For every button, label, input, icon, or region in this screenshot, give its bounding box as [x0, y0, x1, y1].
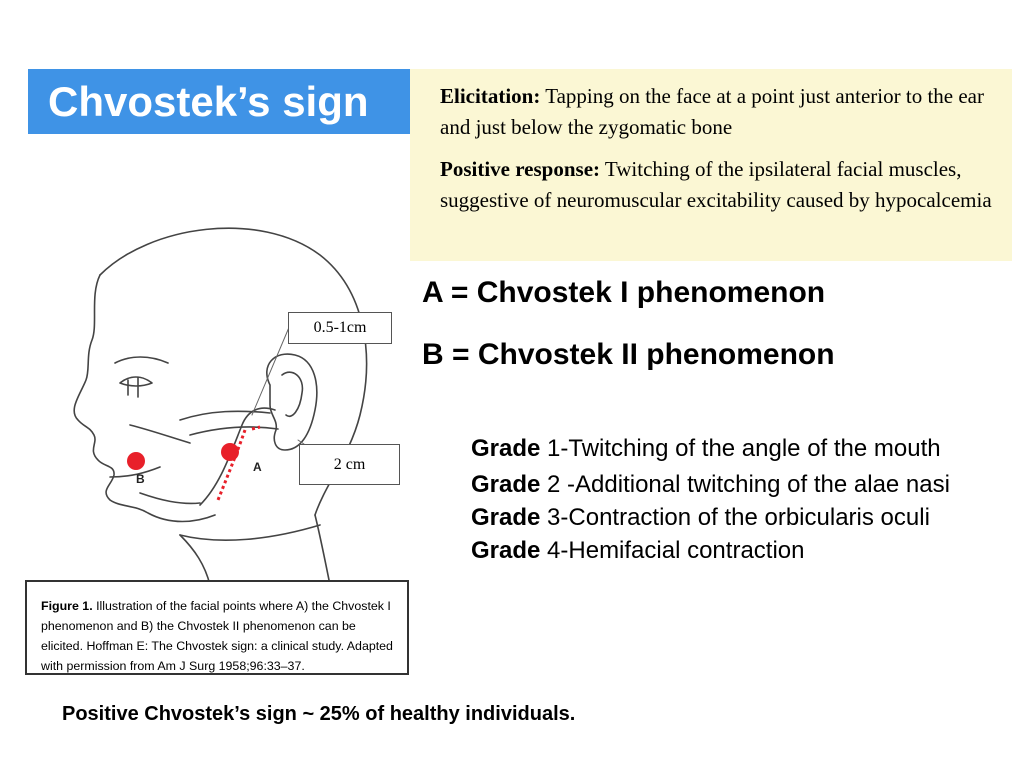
footer-note: Positive Chvostek’s sign ~ 25% of healthy individuals. — [62, 703, 576, 725]
grade-label: Grade — [471, 471, 541, 498]
phenomenon-a: A = Chvostek I phenomenon — [422, 276, 826, 309]
caption-label: Figure 1. — [41, 599, 93, 613]
eye — [120, 377, 152, 386]
figure-caption — [25, 580, 409, 675]
definition-box — [410, 69, 1012, 261]
grade-item-1 — [471, 432, 991, 465]
chvostek-a-dashed-line — [218, 430, 245, 500]
positive-response-paragraph — [440, 154, 992, 216]
elicitation-label: Elicitation: — [440, 84, 541, 108]
caption-text: Illustration of the facial points where A) the Chvostek I phenomenon and B) the Chvostek II phenomenon can be elicited. Hoffman E: The Chvostek sign: a clinical study. Adapted with permission from Am J Surg 1958;96:33–37. — [41, 599, 393, 673]
elicitation-text: Tapping on the face at a point just anterior to the ear and just below the zygomatic bone — [440, 84, 984, 139]
zygomatic-arch — [180, 411, 270, 420]
grade-text: 3-Contraction of the orbicularis oculi — [540, 504, 930, 531]
grade-item-3 — [471, 501, 991, 534]
point-a-marker — [221, 443, 239, 461]
phenomenon-b: B = Chvostek II phenomenon — [422, 338, 835, 371]
positive-response-text: Twitching of the ipsilateral facial muscles, suggestive of neuromuscular excitability caused by hypocalcemia — [440, 157, 992, 212]
grade-list — [471, 432, 991, 567]
slide-title — [28, 69, 415, 134]
grade-text: 4-Hemifacial contraction — [540, 537, 805, 564]
grade-label: Grade — [471, 504, 541, 531]
grade-item-2 — [471, 468, 991, 501]
grade-text: 2 -Additional twitching of the alae nasi — [540, 471, 950, 498]
measure-label-bottom: 2 cm — [299, 444, 400, 485]
point-a-label: A — [253, 460, 262, 474]
grade-label: Grade — [471, 537, 541, 564]
grade-text: 1-Twitching of the angle of the mouth — [540, 435, 941, 462]
neck-line-front — [180, 535, 210, 585]
grade-item-4 — [471, 534, 991, 567]
measure-leader-top — [252, 325, 290, 415]
face-profile-illustration — [20, 215, 410, 585]
eyebrow — [115, 357, 168, 363]
point-b-label: B — [136, 472, 145, 486]
positive-response-label: Positive response: — [440, 157, 601, 181]
grade-label: Grade — [471, 435, 541, 462]
measure-label-top: 0.5-1cm — [288, 312, 392, 344]
elicitation-paragraph — [440, 81, 992, 143]
point-b-marker — [127, 452, 145, 470]
slide-title-text: Chvostek’s sign — [48, 78, 369, 125]
ear — [267, 354, 317, 450]
